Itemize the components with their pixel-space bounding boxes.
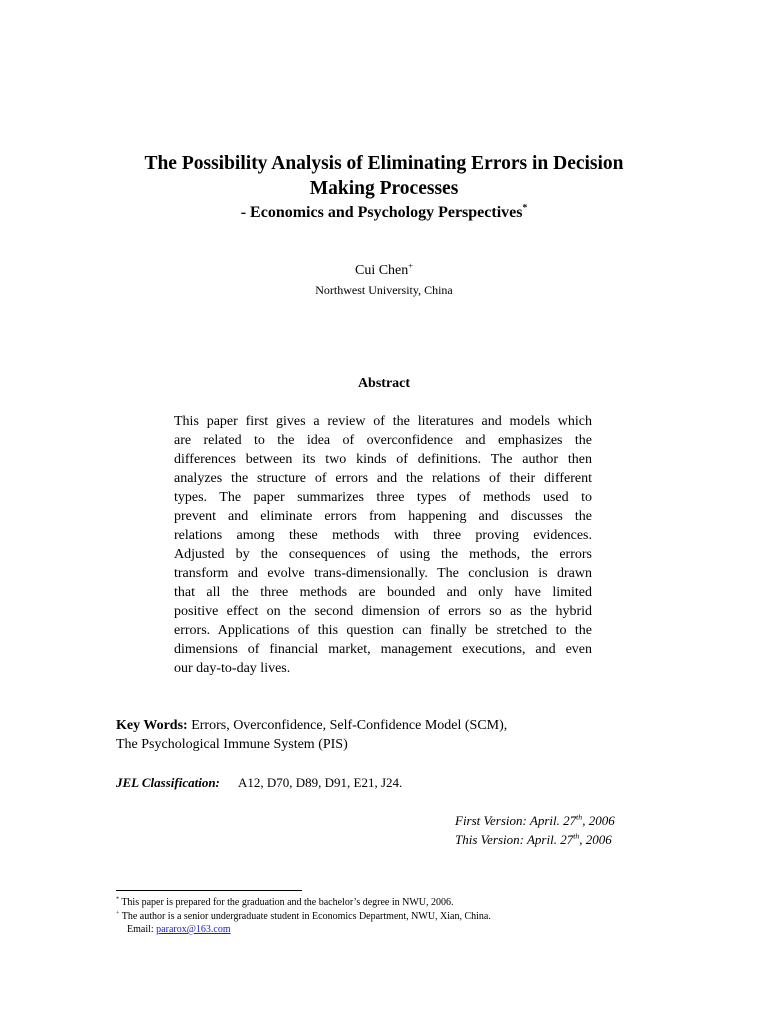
first-version-prefix: First Version: April. 27 — [455, 813, 577, 828]
first-version — [455, 812, 655, 829]
keywords-text-1: Errors, Overconfidence, Self-Confidence Model (SCM), — [187, 718, 508, 733]
email-link[interactable]: pararox@163.com — [156, 924, 231, 935]
footnote-1 — [116, 896, 454, 909]
author-line — [100, 262, 668, 280]
subtitle-footnote-mark: * — [522, 202, 528, 214]
this-version-prefix: This Version: April. 27 — [455, 832, 574, 847]
keywords-line-1 — [116, 716, 636, 735]
paper-title — [100, 151, 668, 201]
footnote-2 — [116, 910, 491, 923]
abstract-line: Adjusted by the consequences of using the methods, the errors — [174, 547, 592, 562]
paper-subtitle — [100, 203, 668, 223]
footnote-1-text: This paper is prepared for the graduation and the bachelor’s degree in NWU, 2006. — [119, 897, 454, 908]
abstract-line: prevent and eliminate errors from happening and discusses the — [174, 509, 592, 524]
abstract-line: positive effect on the second dimension of errors so as the hybrid — [174, 604, 592, 619]
abstract-line: transform and evolve trans-dimensionally. The conclusion is drawn — [174, 566, 592, 581]
abstract-body — [174, 412, 592, 678]
footnote-2-text: The author is a senior undergraduate student in Economics Department, NWU, Xian, China. — [119, 911, 491, 922]
jel-classification — [116, 774, 403, 791]
abstract-line: are related to the idea of overconfidence and emphasizes the — [174, 433, 592, 448]
this-version-sup: th — [573, 831, 580, 841]
author-name: Cui Chen — [354, 263, 409, 278]
abstract-line: our day-to-day lives. — [174, 661, 291, 676]
keywords-line-2: The Psychological Immune System (PIS) — [116, 737, 348, 752]
this-version-suffix: , 2006 — [579, 832, 612, 847]
abstract-line: types. The paper summarizes three types of methods used to — [174, 490, 592, 505]
abstract-line: differences between its two kinds of definitions. The author then — [174, 452, 592, 467]
abstract-heading: Abstract — [357, 376, 411, 391]
jel-label: JEL Classification: — [116, 775, 220, 790]
author-affiliation: Northwest University, China — [315, 283, 453, 297]
footnote-divider — [116, 890, 302, 891]
abstract-line: that all the three methods are bounded and only have limited — [174, 585, 592, 600]
footnote-1-mark: * — [116, 896, 119, 903]
first-version-sup: th — [576, 812, 583, 822]
keywords-label: Key Words: — [116, 718, 188, 733]
abstract-line: analyzes the structure of errors and the relations of their different — [174, 471, 592, 486]
title-line-1: The Possibility Analysis of Eliminating Errors in Decision — [144, 153, 624, 174]
footnote-2-mark: + — [116, 910, 120, 917]
footnote-email — [127, 923, 231, 936]
title-line-2: Making Processes — [309, 178, 459, 199]
abstract-line: dimensions of financial market, management executions, and even — [174, 642, 592, 657]
author-footnote-mark: + — [408, 261, 413, 271]
abstract-line: This paper first gives a review of the literatures and models which — [174, 414, 592, 429]
subtitle-text: - Economics and Psychology Perspectives — [240, 204, 523, 221]
jel-codes: A12, D70, D89, D91, E21, J24. — [238, 775, 403, 790]
this-version — [455, 831, 655, 848]
abstract-line: relations among these methods with three proving evidences. — [174, 528, 592, 543]
keywords — [116, 716, 636, 754]
email-label: Email: — [127, 924, 157, 935]
first-version-suffix: , 2006 — [582, 813, 615, 828]
abstract-line: errors. Applications of this question can finally be stretched to the — [174, 623, 592, 638]
